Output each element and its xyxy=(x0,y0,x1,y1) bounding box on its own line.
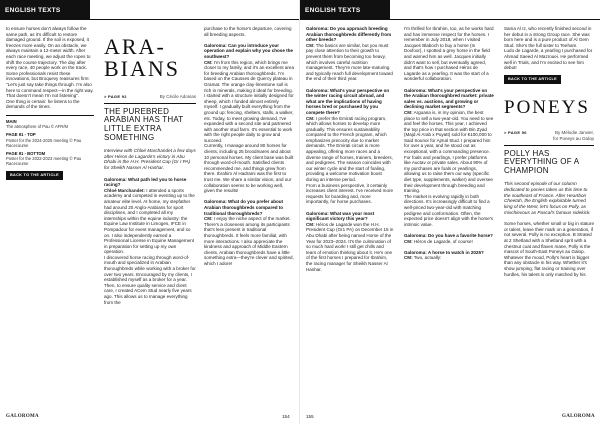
right-col-3 xyxy=(504,26,594,277)
paragraph: Some horses, whether small or big in stature or talent, leave their mark on a generation, if not several. Polly is no exception. B Strated at 2 Shetland with a Shetland sprit with a chestnut coat and flaxen mane, Polly is the mascot of South-East Poneys au Galop. Whatever the mood, Polly's heart is bigger than any obstacle in his way. Whether it's show jumping, flat racing or training over hurdles, his talent is only matched by his xyxy=(504,221,594,277)
speaker-label: CM: xyxy=(204,216,213,222)
interview-question: Galoroma: What path led you to horse racing? xyxy=(104,176,187,188)
paragraph: For foals and yearlings, I prefer platforms like Auctav or private sales. About 90% of my purchases are foals or yearlings, allowing us to raise them our way (specific diet type, supplements, walker) and oversee their development through breeding and training. xyxy=(404,154,493,194)
section-tab: ENGLISH TEXTS xyxy=(0,0,90,20)
paragraph: CM: The basics are similar, but you must pay close attention to their growth to prevent them from becoming too heavy, which involves careful nutrition management. They're more late-maturing and typically reach full development toward the end of their third year. xyxy=(306,42,393,82)
paragraph: Sama Al Iz, who recently finished second in her debut in a strong Group race. She was born here and is a pure product of Al Gem Stud. She's the full sister to Teeham. xyxy=(504,26,592,48)
footer-brand: GALOROMA xyxy=(6,414,39,419)
paragraph: One thing is certain: he listens to the demands of the times. xyxy=(6,98,80,110)
paragraph: I discovered horse racing through word-of-mouth and specialized in Arabian thoroughbreds while working with a broker for over two years. Encouraged by my clients, I established myself as a broker for a year. Then, to ensure quality service and client care, I created ACem Stud nearly five years ago. This allows us to manage everything from the xyxy=(104,254,196,305)
article-deck: THE PUREBRED ARABIAN HAS THAT LITTLE EXTRA SOMETHING xyxy=(104,106,184,142)
back-to-article-link[interactable]: BACK TO THE ARTICLE xyxy=(504,75,561,85)
page-number: 155 xyxy=(306,414,314,419)
caption-text: The atmosphere of Pau © AFR/M xyxy=(6,124,68,130)
caption xyxy=(6,119,94,129)
article-lead: This second episode of our column dedicated to ponies takes us this time to the southeast of France. After Heartbon Cheetah, the English exploitable turned king of the West, let's focus on Polly, as mischievous as Pascal's famous sidekick. xyxy=(504,180,591,215)
captions-rule xyxy=(6,115,94,116)
article-lead: Interview with Chloé Marchandet a few days after Héros de Lagarde's victory in Abu Dhabi in the H.H. President Cup (Gr I PA) for Sheikh Nasser Al Hashar. xyxy=(104,147,196,171)
speaker-label: CM: xyxy=(306,115,315,121)
left-col-2 xyxy=(104,26,196,305)
paragraph: From a business perspective, it certainly increases client interest. I've received more requests for boarding and, more importantly, for horse purchases. xyxy=(306,182,394,205)
interview-question: Galoroma: Do you approach breeding Arabian thoroughbreds differently from other breeds? xyxy=(306,26,392,43)
paragraph: CM: I enjoy the niche aspect of the market. There's a closeness among its participants that's less present in traditional thoroughbreds. It feels more familial, with more interactions. I also appreciate the kindness and approach of Middle Eastern clients. Arabian thoroughbreds have a little something extra—they're clever and spirited, which I adore! xyxy=(204,216,294,266)
interview-question: Galoroma: A horse to watch in 2025? xyxy=(404,249,484,255)
left-col-3 xyxy=(204,26,294,267)
byline: By Cécile Adonias xyxy=(159,94,196,99)
paragraph: CM: Héros de Lagarde won the H.H. President Cup (Gr1 PA) on December 15 in Abu Dhabi after being named Horse of the Year for 2023–2024. It's the culmination of so much hard work! I still get chills and tears of emotion thinking about it. He's one of the first horses I prepared for Ibrahim, the racing manager for Sheikh Nasser Al Hashar. xyxy=(306,221,394,272)
article-title: PONEYS xyxy=(504,97,590,119)
interview-question: Galoroma: What's your perspective on the winter racing circuit abroad, and what are the implications of having horses bred or purchased by you compete there? xyxy=(306,87,390,115)
paragraph: Some professionals resist these innovations, but Broquevy reassures firm: "Let's just say take things through. I'm also here to command respect—in the right way. That doesn't mean I'm not listening". xyxy=(6,70,94,99)
speaker-label: CM: xyxy=(306,42,315,48)
right-page xyxy=(300,0,600,424)
paragraph: CM: Arguana is, in my opinion, the best place to sell a two-year-old. You need to see and feel the horses. This year, I achieved the top price in that section with Bin Zyad (Majd Al Arab x Puyatt) sold for €100,000 to Said Sounor for Ajmal Stud. I prepared him for over a year, and he stood out as exceptional, with a commanding presence. xyxy=(404,109,494,155)
photo-captions xyxy=(6,119,94,167)
caption-title: MAIN xyxy=(6,118,17,124)
caption xyxy=(6,132,94,148)
paragraph: purchase to the horse's departure, covering all breeding aspects. xyxy=(204,26,292,37)
speaker-label: CM: xyxy=(404,255,413,261)
paragraph: I'm thrilled for Ibrahim, too, as he works hard and has immense respect for the horses. I remember in July 2018, when I visited Jacques Blaboch to buy a horse (Is Doxfoor), I spotted a grey horse in the field and warned him as well. Jacques initially didn't want to sell, but eventually agreed, and that's how I purchased Héros de Lagarde as a yearling. It was the start of a wonderful collaboration. xyxy=(404,26,494,82)
right-col-1 xyxy=(306,26,394,272)
speaker-label: CM: xyxy=(404,109,413,115)
paragraph: CM: I prefer the Emirati racing program, which allows horses to develop more gradually. This ensures sustainability compared to the French program, which emphasizes precocity due to market demands. The Emirati circuit is more appealing, offering more races and a diverse range of horses, trainers, breeders, and pedigrees. The season coincides with our winter cycle and the start of foaling, providing a welcome motivation boost during an intense period. xyxy=(306,115,393,183)
caption-text: Poster for the 2022-2023 meeting © Pau Racecourse xyxy=(6,156,82,167)
article-title: ARA- BIANS xyxy=(104,34,181,81)
paragraph: The market is evolving rapidly in both directions. It's increasingly difficult to find a well-priced two-year-old with matching pedigree and conformation. Often, the expected price doesn't align with the horse's intrinsic value. xyxy=(404,193,493,227)
paragraph: Currently, I manage around 80 horses for clients, including 25 broodmares and about 10 personal horses. My client base was built through word-of-mouth. Satisfied clients recommended me, and things grew from there. Ibrahim Al Hadrami was the first to trust me. We share a similar vision, and our collaboration seems to be working well, given the results! xyxy=(204,143,294,194)
back-to-article-link[interactable]: BACK TO THE ARTICLE xyxy=(6,171,63,181)
page-number: 154 xyxy=(282,414,290,419)
page-tag: > PAGE 92 xyxy=(104,94,127,99)
byline: By Mélodie Janvier, for Poneys au Galop xyxy=(552,130,594,141)
paragraph: I started with a structure initially designed for sheep, which I funded almost entirely myself. I gradually built everything from the ground up: fencing, shelters, stalls, a walker, etc. Today, to meet growing demand, I've expanded with a second site and partnered with another stud farm. It's essential to work with the right people daily to grow and succeed. xyxy=(204,93,294,143)
speaker-label: Chloé Marchandet: xyxy=(104,187,145,193)
header-rule xyxy=(300,19,600,20)
speaker-label: CM: xyxy=(404,238,413,244)
left-col-1 xyxy=(6,26,94,180)
interview-question: Galoroma: Do you have a favorite horse? xyxy=(404,232,493,238)
paragraph: to ensure horses don't always follow the same path, as it's difficult to restore damaged ground. If the soil is exposed, it freezes more easily. On an obstacle, we always maintain a 12-meter width. After each race meeting, we adjust the ropes to shift the course trajectory. The day after every race, 40 people work on the track. xyxy=(6,26,91,71)
paragraph: Ludo de Lagarde, a yearling I purchased for Ahmad Saeed Al Mazrouei. He performed well in Trials, and I'm excited to see him debut! xyxy=(504,48,593,71)
header-rule xyxy=(0,19,300,20)
interview-question: Galoroma: What's your perspective on the Arabian thoroughbred market: private sales vs. auctions, and growing or declining market segments? xyxy=(404,87,494,110)
article-deck: POLLY HAS EVERYTHING OF A CHAMPION xyxy=(504,148,579,176)
speaker-label: CM: xyxy=(306,221,315,227)
paragraph: CM: Two, actually: xyxy=(404,255,442,261)
caption xyxy=(6,151,94,167)
interview-question: Galoroma: Can you introduce your operation and explain why you chose the southwest? xyxy=(204,42,293,59)
speaker-label: CM: xyxy=(204,59,213,65)
page-tag: > PAGE 96 xyxy=(504,130,527,136)
paragraph: Chloé Marchandet: I attended a sports academy and competed in eventing up to the amateur elite level. At home, my stepfather had around 20 Anglo-Arabians for sport disciplines, and I completed all my internships within the equine industry: the Equine Law Institute in Limoges, IFCE in Pompadour for event management, and so on. I also independently earned a Professional License in Equine Management in preparation for setting up my own operation. xyxy=(104,187,195,255)
footer-brand: GALOROMA xyxy=(562,414,595,419)
right-col-2 xyxy=(404,26,494,261)
caption-text: Poster for the 2024-2025 meeting © Pau Racecourse xyxy=(6,137,82,148)
caption-title: PAGE 91 - TOP xyxy=(6,132,36,138)
interview-question: Galoroma: What was your most significant victory this year? xyxy=(306,210,375,222)
caption-title: PAGE 91 - BOTTOM xyxy=(6,150,46,156)
section-tab: ENGLISH TEXTS xyxy=(300,0,390,20)
paragraph: CM: I'm from this region, which brings me closer to my family, and it's an excellent area for breeding Arabian thoroughbreds. I'm based on the Causses de Quercy plateau in Gramat. The orange clay-limestone soil is rich in minerals, making it ideal for breeding. xyxy=(204,59,294,93)
interview-question: Galoroma: What do you prefer about Arabian thoroughbreds compared to traditional thoroughbreds? xyxy=(204,199,284,216)
paragraph: CM: Héros de Lagarde, of course! xyxy=(404,238,473,244)
